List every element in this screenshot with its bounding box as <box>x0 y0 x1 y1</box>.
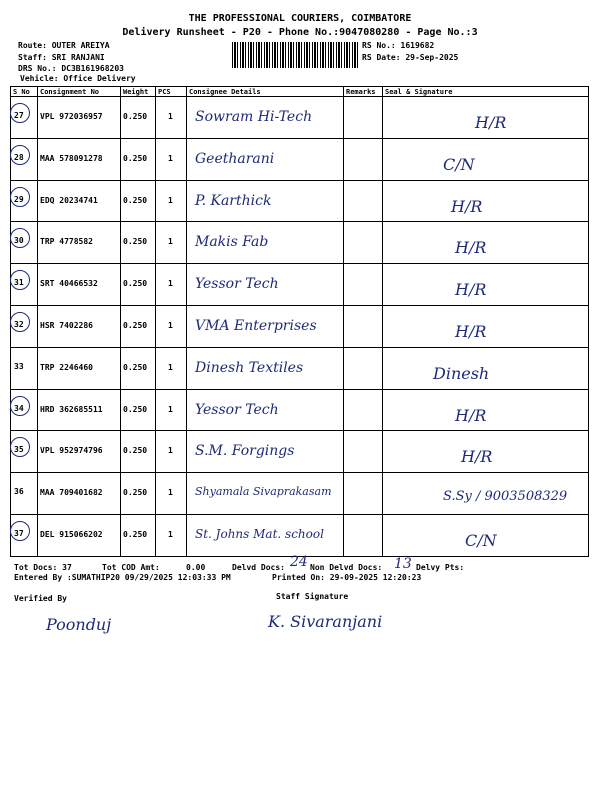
seal-signature: S.Sy / 9003508329 <box>443 489 568 505</box>
col-consignee: Consignee Details <box>187 87 344 97</box>
sno-cell <box>11 305 38 347</box>
pcs-cell <box>156 222 187 264</box>
remarks-cell <box>344 389 383 431</box>
weight-value: 0.250 <box>123 195 148 205</box>
tot-cod-amount: 0.00 <box>186 563 206 572</box>
consignment-cell <box>38 431 121 473</box>
weight-value: 0.250 <box>123 404 148 414</box>
pcs-value: 1 <box>168 446 173 456</box>
consignment-number: VPL 952974796 <box>40 446 103 456</box>
consignee-cell <box>187 222 344 264</box>
table-row <box>11 264 589 306</box>
weight-value: 0.250 <box>123 279 148 289</box>
consignee-cell <box>187 305 344 347</box>
consignment-number: EDQ 20234741 <box>40 195 98 205</box>
sno-cell <box>11 473 38 515</box>
seal-cell <box>383 222 589 264</box>
sno-cell <box>11 222 38 264</box>
pcs-cell <box>156 347 187 389</box>
table-row <box>11 389 589 431</box>
col-sno: S No <box>11 87 38 97</box>
rs-date: RS Date: 29-Sep-2025 <box>362 53 459 62</box>
consignee-name: Yessor Tech <box>195 276 279 293</box>
consignment-cell <box>38 264 121 306</box>
pcs-cell <box>156 97 187 139</box>
weight-cell <box>121 514 156 556</box>
sno-cell <box>11 97 38 139</box>
remarks-cell <box>344 180 383 222</box>
non-delvd-count: 13 <box>394 556 412 572</box>
consignee-cell <box>187 389 344 431</box>
pcs-cell <box>156 264 187 306</box>
sno-value: 32 <box>14 319 24 329</box>
col-weight: Weight <box>121 87 156 97</box>
staff-signature-label: Staff Signature <box>276 592 349 601</box>
remarks-cell <box>344 305 383 347</box>
consignment-number: HRD 362685511 <box>40 404 103 414</box>
consignee-name: Makis Fab <box>195 234 269 251</box>
remarks-cell <box>344 473 383 515</box>
pcs-value: 1 <box>168 529 173 539</box>
sno-cell <box>11 431 38 473</box>
consignment-cell <box>38 222 121 264</box>
weight-value: 0.250 <box>123 529 148 539</box>
sno-value: 28 <box>14 152 24 162</box>
consignee-name: St. Johns Mat. school <box>195 526 324 541</box>
remarks-cell <box>344 264 383 306</box>
seal-cell <box>383 97 589 139</box>
seal-cell <box>383 305 589 347</box>
pcs-cell <box>156 180 187 222</box>
pcs-value: 1 <box>168 237 173 247</box>
seal-cell <box>383 138 589 180</box>
rs-number: RS No.: 1619682 <box>362 41 435 50</box>
table-row <box>11 138 589 180</box>
consignment-cell <box>38 473 121 515</box>
weight-cell <box>121 138 156 180</box>
table-row <box>11 347 589 389</box>
col-remarks: Remarks <box>344 87 383 97</box>
sno-value: 35 <box>14 445 24 455</box>
remarks-cell <box>344 138 383 180</box>
consignment-cell <box>38 138 121 180</box>
table-row <box>11 431 589 473</box>
consignment-number: MAA 578091278 <box>40 153 103 163</box>
printed-on: Printed On: 29-09-2025 12:20:23 <box>272 573 422 582</box>
seal-signature: C/N <box>465 530 497 550</box>
table-row <box>11 222 589 264</box>
weight-cell <box>121 431 156 473</box>
consignee-cell <box>187 431 344 473</box>
consignment-cell <box>38 389 121 431</box>
col-consignment: Consignment No <box>38 87 121 97</box>
non-delvd-label: Non Delvd Docs: <box>310 563 383 572</box>
pcs-cell <box>156 473 187 515</box>
sno-cell <box>11 264 38 306</box>
seal-signature: H/R <box>461 447 493 467</box>
sno-cell <box>11 180 38 222</box>
pcs-value: 1 <box>168 153 173 163</box>
pcs-value: 1 <box>168 320 173 330</box>
pcs-value: 1 <box>168 488 173 498</box>
weight-cell <box>121 222 156 264</box>
seal-cell <box>383 264 589 306</box>
consignee-name: S.M. Forgings <box>195 443 295 460</box>
consignee-cell <box>187 514 344 556</box>
delvd-docs-label: Delvd Docs: <box>232 563 285 572</box>
table-header-row <box>11 87 589 97</box>
consignee-name: Dinesh Textiles <box>195 359 304 376</box>
pcs-cell <box>156 138 187 180</box>
seal-signature: H/R <box>455 280 487 300</box>
consignment-cell <box>38 97 121 139</box>
weight-value: 0.250 <box>123 446 148 456</box>
consignee-name: Shyamala Sivaprakasam <box>195 485 332 499</box>
runsheet-subtitle: Delivery Runsheet - P20 - Phone No.:9047080280 - Page No.:3 <box>122 27 478 38</box>
weight-cell <box>121 305 156 347</box>
pcs-value: 1 <box>168 404 173 414</box>
staff-handwritten-signature: K. Sivaranjani <box>268 612 383 631</box>
pcs-cell <box>156 389 187 431</box>
company-title: THE PROFESSIONAL COURIERS, COIMBATORE <box>188 13 412 24</box>
seal-signature: H/R <box>455 321 487 341</box>
pcs-value: 1 <box>168 362 173 372</box>
consignee-name: Geetharani <box>195 150 275 167</box>
consignee-cell <box>187 473 344 515</box>
sno-value: 27 <box>14 111 24 120</box>
remarks-cell <box>344 514 383 556</box>
seal-signature: H/R <box>475 113 507 132</box>
weight-value: 0.250 <box>123 112 148 121</box>
runsheet-table <box>10 86 589 557</box>
seal-signature: Dinesh <box>433 363 490 383</box>
sno-value: 36 <box>14 487 24 497</box>
barcode-image <box>232 42 358 68</box>
seal-signature: H/R <box>451 196 483 216</box>
remarks-cell <box>344 222 383 264</box>
seal-cell <box>383 473 589 515</box>
weight-cell <box>121 347 156 389</box>
consignment-number: MAA 709401682 <box>40 488 103 498</box>
sno-cell <box>11 138 38 180</box>
seal-cell <box>383 347 589 389</box>
seal-signature: H/R <box>455 238 487 258</box>
col-pcs: PCS <box>156 87 187 97</box>
pcs-cell <box>156 514 187 556</box>
weight-cell <box>121 180 156 222</box>
consignee-name: P. Karthick <box>195 192 272 209</box>
consignment-number: DEL 915066202 <box>40 529 103 539</box>
weight-cell <box>121 473 156 515</box>
consignee-name: VMA Enterprises <box>195 317 317 334</box>
staff: Staff: SRI RANJANI <box>18 53 105 62</box>
seal-cell <box>383 389 589 431</box>
sno-value: 33 <box>14 361 24 371</box>
vehicle: Vehicle: Office Delivery <box>20 74 136 83</box>
table-row <box>11 473 589 515</box>
remarks-cell <box>344 431 383 473</box>
sno-cell <box>11 389 38 431</box>
pcs-value: 1 <box>168 195 173 205</box>
table-row <box>11 305 589 347</box>
consignment-number: TRP 4778582 <box>40 237 93 247</box>
weight-value: 0.250 <box>123 237 148 247</box>
sno-value: 30 <box>14 236 24 246</box>
seal-cell <box>383 180 589 222</box>
remarks-cell <box>344 97 383 139</box>
remarks-cell <box>344 347 383 389</box>
table-row <box>11 514 589 556</box>
consignment-number: VPL 972036957 <box>40 112 103 121</box>
sno-value: 29 <box>14 194 24 204</box>
entered-by: Entered By :SUMATHIP20 09/29/2025 12:03:33 PM <box>14 573 231 582</box>
consignment-cell <box>38 347 121 389</box>
weight-cell <box>121 97 156 139</box>
delvy-pts: Delvy Pts: <box>416 563 465 572</box>
weight-value: 0.250 <box>123 362 148 372</box>
consignment-cell <box>38 305 121 347</box>
table-row <box>11 97 589 139</box>
consignee-cell <box>187 138 344 180</box>
sno-value: 31 <box>14 278 24 288</box>
pcs-value: 1 <box>168 279 173 289</box>
seal-signature: C/N <box>443 154 475 174</box>
weight-value: 0.250 <box>123 153 148 163</box>
weight-cell <box>121 264 156 306</box>
consignment-cell <box>38 514 121 556</box>
consignee-cell <box>187 180 344 222</box>
tot-cod-label: Tot COD Amt: <box>102 563 160 572</box>
seal-cell <box>383 431 589 473</box>
consignment-number: SRT 40466532 <box>40 279 98 289</box>
weight-value: 0.250 <box>123 488 148 498</box>
sno-cell <box>11 347 38 389</box>
seal-signature: H/R <box>455 405 487 425</box>
verifier-signature: Poonduj <box>46 615 112 634</box>
table-row <box>11 180 589 222</box>
sno-value: 34 <box>14 403 24 413</box>
verified-by-label: Verified By <box>14 594 67 603</box>
weight-value: 0.250 <box>123 320 148 330</box>
pcs-value: 1 <box>168 112 173 121</box>
consignee-name: Sowram Hi-Tech <box>195 109 313 125</box>
consignee-cell <box>187 347 344 389</box>
weight-cell <box>121 389 156 431</box>
seal-cell <box>383 514 589 556</box>
consignee-cell <box>187 97 344 139</box>
tot-docs: Tot Docs: 37 <box>14 563 72 572</box>
sno-cell <box>11 514 38 556</box>
col-seal: Seal & Signature <box>383 87 589 97</box>
delvd-docs-count: 24 <box>290 554 308 570</box>
consignee-name: Yessor Tech <box>195 401 279 418</box>
consignment-number: HSR 7402286 <box>40 320 93 330</box>
route: Route: OUTER AREIYA <box>18 41 110 50</box>
drs-number: DRS No.: DC3B161968203 <box>18 64 124 73</box>
sno-value: 37 <box>14 528 24 538</box>
pcs-cell <box>156 431 187 473</box>
consignment-cell <box>38 180 121 222</box>
pcs-cell <box>156 305 187 347</box>
consignment-number: TRP 2246460 <box>40 362 93 372</box>
consignee-cell <box>187 264 344 306</box>
